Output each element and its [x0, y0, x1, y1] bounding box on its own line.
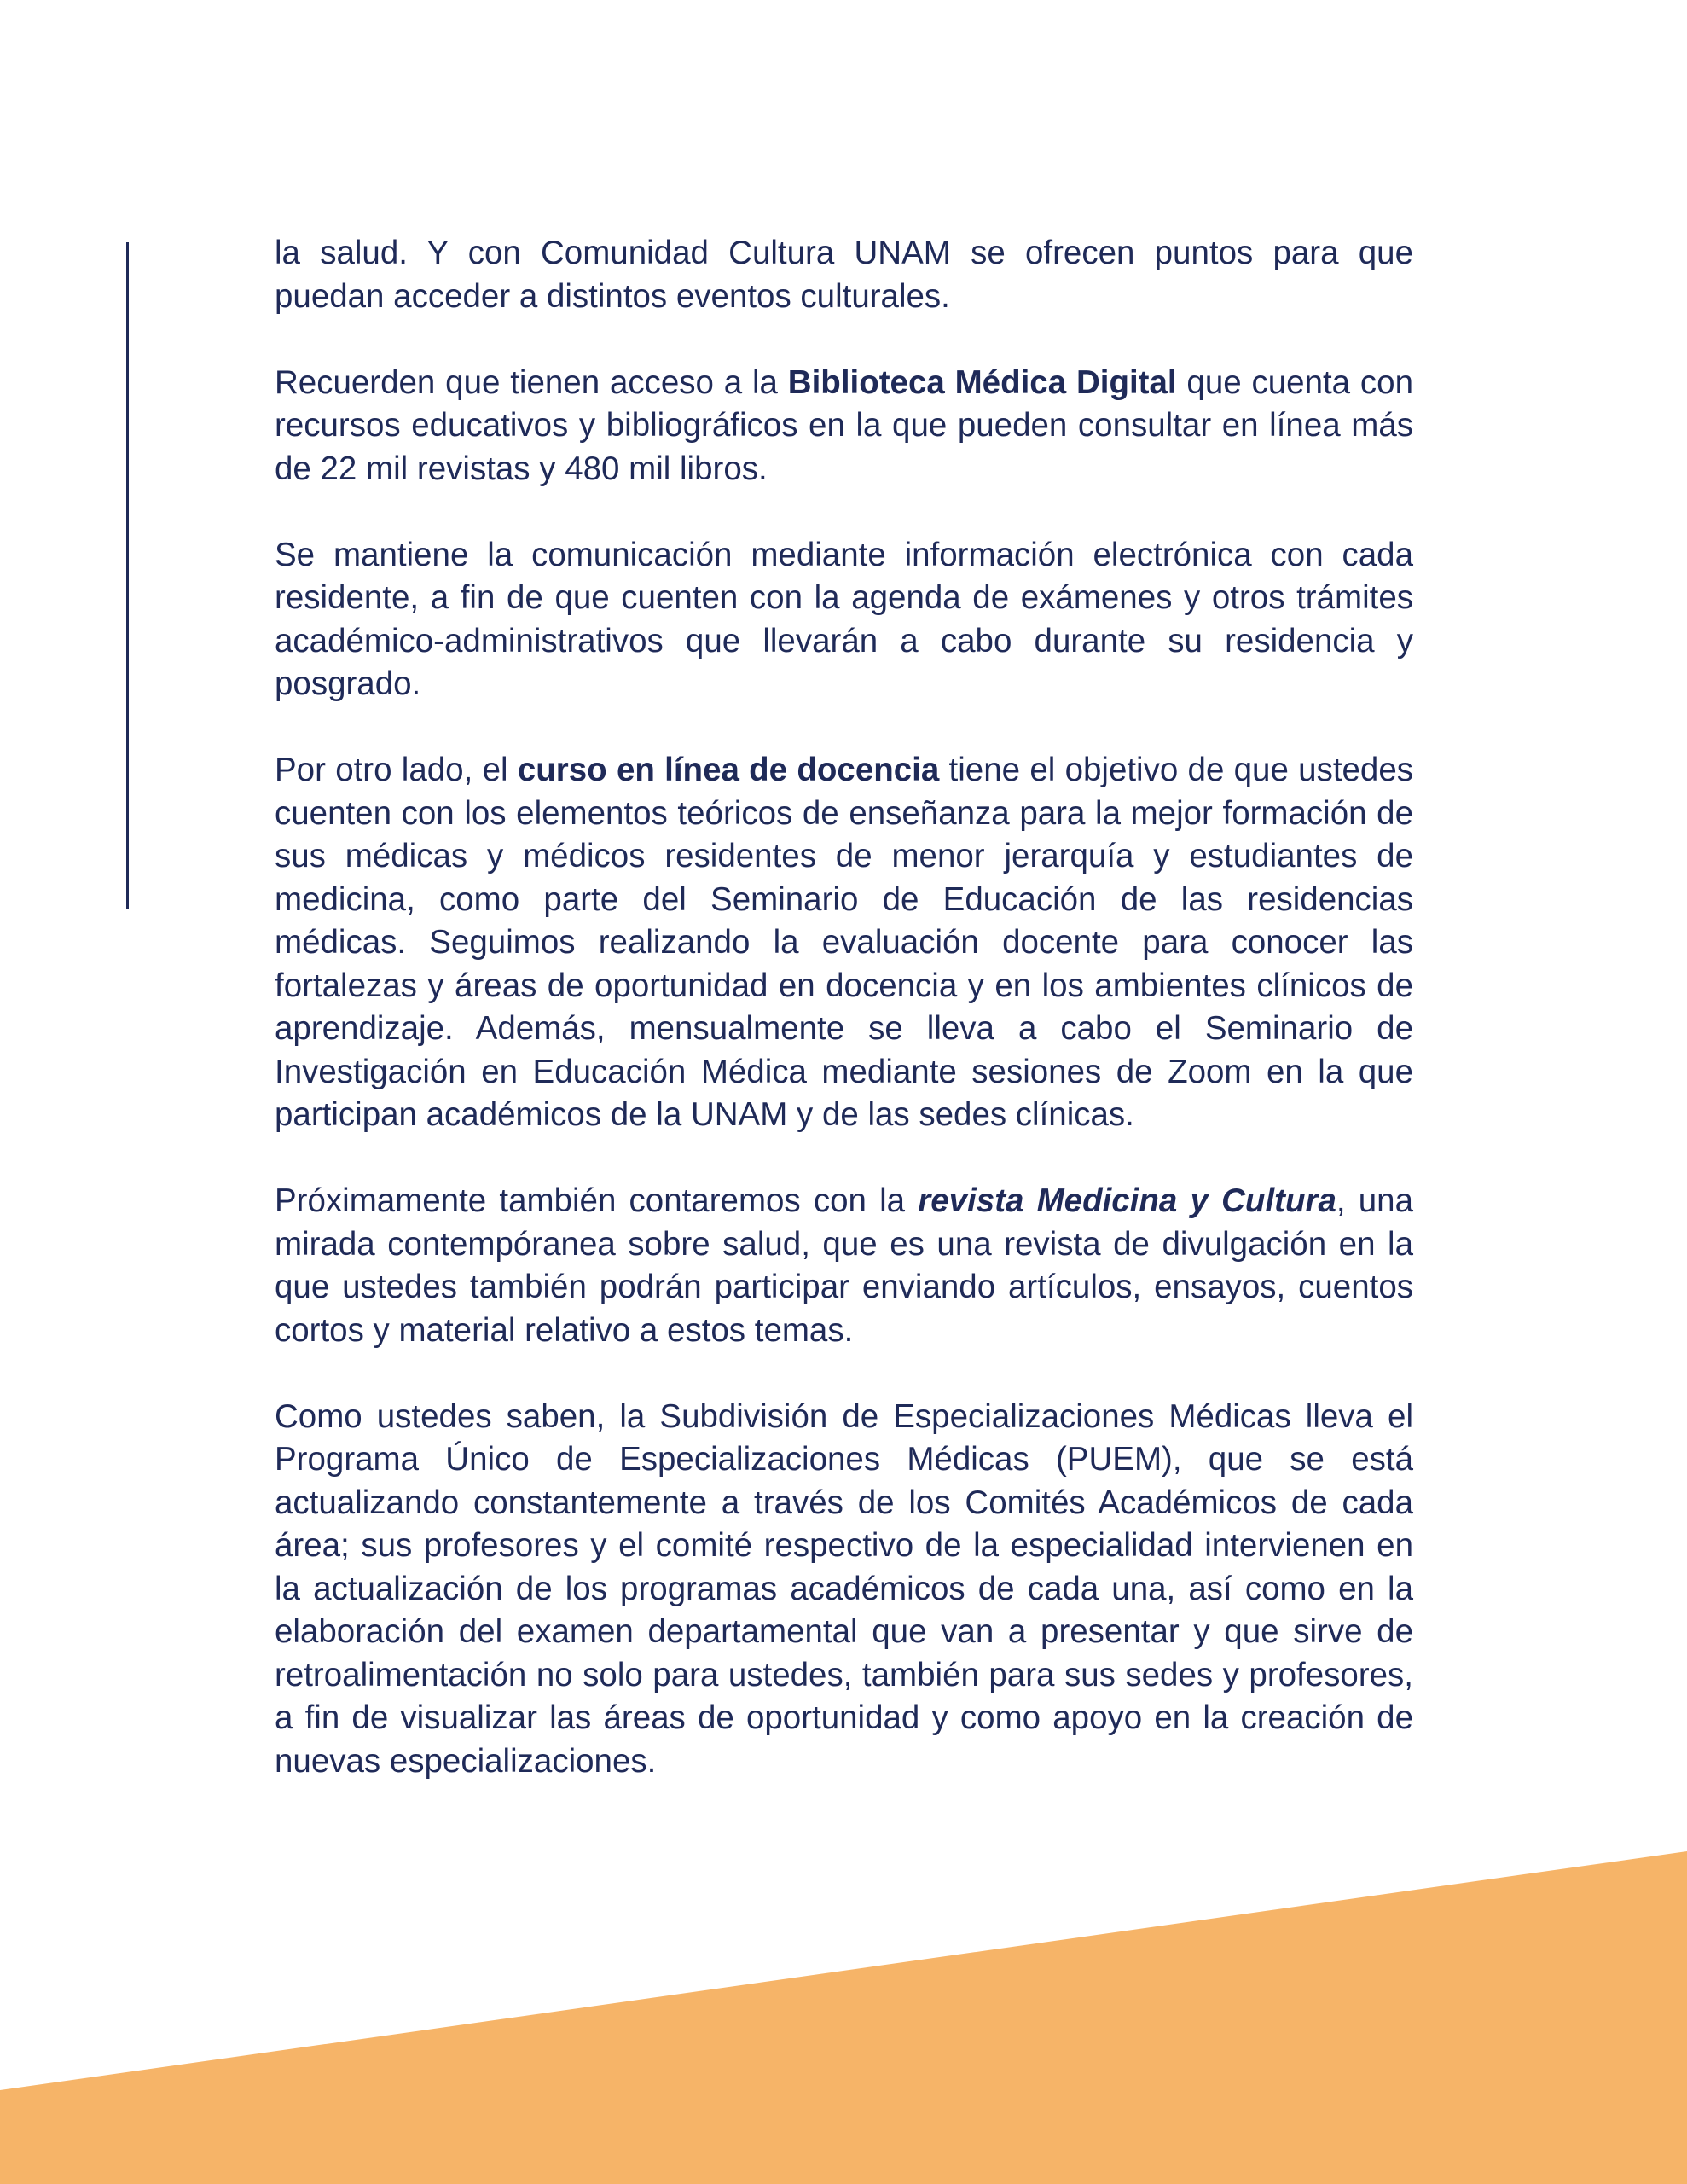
paragraph-text-after: tiene el objetivo de que ustedes cuenten con los elementos teóricos de enseñanza para la mejor formación de sus médicas y médicos residentes de menor jerarquía y estudiantes de medicina, como parte del Seminario de Educación de las residencias médicas. Seguimos realizando la evaluación docente para conocer las fortalezas y áreas de oportunidad en docencia y en los ambientes clínicos de aprendizaje. Además, mensualmente se lleva a cabo el Seminario de Investigación en Educación Médica mediante sesiones de Zoom en la que participan académicos de la UNAM y de las sedes clínicas. [275, 752, 1414, 1133]
paragraph-text: Como ustedes saben, la Subdivisión de Especializaciones Médicas lleva el Programa Único de Especializaciones Médicas (PUEM), que se está actualizando constantemente a través de los Comités Académicos de cada área; sus profesores y el comité respectivo de la especialidad intervienen en la actualización de los programas académicos de cada una, así como en la elaboración del examen departamental que van a presentar y que sirve de retroalimentación no solo para ustedes, también para sus sedes y profesores, a fin de visualizar las áreas de oportunidad y como apoyo en la creación de nuevas especializaciones. [275, 1397, 1413, 1780]
biblioteca-emphasis: Biblioteca Médica Digital [787, 363, 1177, 401]
paragraph-puem [275, 1396, 1413, 1784]
paragraph-text: Próximamente también contaremos con la [275, 1182, 919, 1219]
paragraph-text: Por otro lado, el [275, 752, 518, 788]
paragraph-text: Recuerden que tienen acceso a la [275, 363, 788, 401]
paragraph-text-after: , una mirada contempóranea sobre salud, que es una revista de divulgación en la que ustedes también podrán participar enviando artículos, ensayos, cuentos cortos y material relativo a estos temas. [275, 1182, 1413, 1349]
paragraph-text: la salud. Y con Comunidad Cultura UNAM se ofrecen puntos para que puedan acceder a distintos eventos culturales. [275, 235, 1413, 315]
left-accent-bar [126, 242, 129, 909]
body-text [275, 232, 1413, 1827]
paragraph-text-after: que cuenta con recursos educativos y bibliográficos en la que pueden consultar en línea más de 22 mil revistas y 480 mil libros. [275, 363, 1413, 487]
paragraph-docencia [275, 749, 1413, 1137]
paragraph-biblioteca [275, 362, 1413, 491]
paragraph-text: Se mantiene la comunicación mediante información electrónica con cada residente, a fin de que cuenten con la agenda de exámenes y otros trámites académico-administrativos que llevarán a cabo durante su residencia y posgrado. [275, 536, 1413, 702]
docencia-emphasis: curso en línea de docencia [517, 752, 940, 788]
revista-emphasis: revista Medicina y Cultura [918, 1182, 1336, 1219]
paragraph-comunicacion [275, 534, 1413, 706]
paragraph-cultura [275, 232, 1413, 318]
paragraph-revista [275, 1180, 1413, 1352]
orange-band-shape [0, 1851, 1687, 2184]
